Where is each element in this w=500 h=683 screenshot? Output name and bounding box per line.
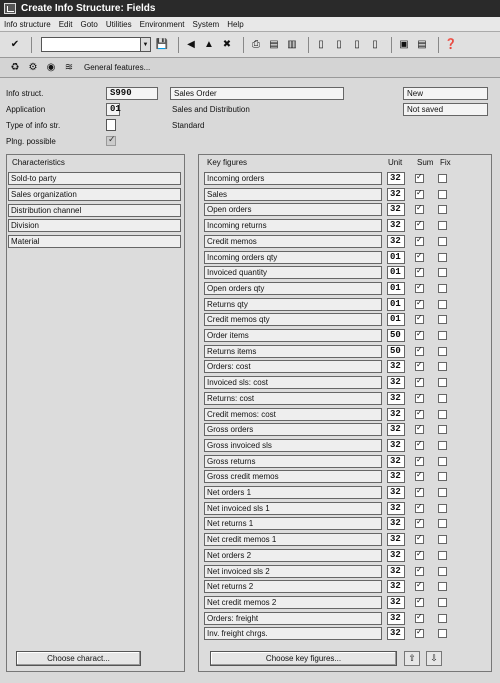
sum-checkbox[interactable]: [415, 611, 424, 623]
check-icon: ✓: [416, 533, 423, 543]
check-icon: ✓: [416, 627, 423, 637]
print-icon[interactable]: ⎙: [252, 39, 260, 50]
sum-checkbox[interactable]: [415, 174, 424, 183]
check-icon: ✓: [416, 595, 423, 605]
key-figure-name[interactable]: Net returns 1: [204, 517, 382, 530]
fix-checkbox[interactable]: [438, 331, 447, 340]
header-area: [0, 80, 500, 150]
unit-field[interactable]: 32: [387, 517, 405, 530]
fix-checkbox[interactable]: [438, 488, 447, 497]
activate-icon[interactable]: ◉: [46, 62, 56, 73]
title-bar: [0, 0, 500, 17]
unit-field[interactable]: 32: [387, 235, 405, 248]
unit-field[interactable]: 32: [387, 533, 405, 546]
check-icon[interactable]: ✔: [10, 39, 20, 50]
sum-checkbox[interactable]: [415, 268, 424, 277]
unit-field[interactable]: 32: [387, 439, 405, 452]
type-description: Standard: [172, 121, 205, 130]
unit-field[interactable]: 32: [387, 219, 405, 232]
info-struct-description[interactable]: Sales Order: [170, 87, 344, 100]
sum-checkbox[interactable]: [415, 407, 424, 419]
application-toolbar: [0, 58, 500, 78]
exit-icon[interactable]: ▲: [204, 39, 214, 50]
fix-checkbox[interactable]: [438, 253, 447, 262]
save-icon[interactable]: 💾: [155, 39, 169, 50]
unit-field[interactable]: 32: [387, 565, 405, 578]
key-figure-name[interactable]: Open orders: [204, 203, 382, 216]
sum-checkbox[interactable]: [415, 629, 424, 638]
fix-checkbox[interactable]: [438, 582, 447, 591]
menu-system[interactable]: System: [192, 19, 220, 29]
key-figure-name[interactable]: Gross orders: [204, 423, 382, 436]
fix-checkbox[interactable]: [438, 362, 447, 371]
fix-checkbox[interactable]: [438, 174, 447, 183]
key-figure-name[interactable]: Returns items: [204, 345, 382, 358]
check-icon: ✓: [416, 329, 423, 338]
unit-field[interactable]: 32: [387, 376, 405, 389]
fix-checkbox[interactable]: [438, 394, 447, 403]
fix-checkbox[interactable]: [438, 315, 447, 324]
chevron-down-icon[interactable]: ▼: [140, 38, 150, 51]
fix-checkbox[interactable]: [438, 629, 447, 638]
toolbar-divider: [31, 37, 32, 53]
planning-checkbox: [106, 136, 116, 146]
unit-field[interactable]: 01: [387, 266, 405, 279]
unit-field[interactable]: 32: [387, 627, 405, 640]
check-icon: ✓: [416, 580, 423, 590]
sum-checkbox[interactable]: [415, 281, 424, 293]
status-not-saved: Not saved: [403, 103, 488, 116]
toolbar-divider: [438, 37, 439, 53]
sum-checkbox[interactable]: [415, 315, 424, 324]
unit-field[interactable]: 32: [387, 188, 405, 201]
sum-checkbox[interactable]: [415, 488, 424, 497]
first-page-icon[interactable]: ▯: [318, 39, 324, 50]
menu-environment[interactable]: Environment: [139, 19, 185, 29]
sum-checkbox[interactable]: [415, 344, 424, 356]
back-icon[interactable]: ◀: [187, 39, 195, 50]
check-icon: ✓: [416, 187, 423, 197]
unit-field[interactable]: 32: [387, 470, 405, 483]
menu-bar: [0, 17, 500, 32]
new-session-icon[interactable]: ▣: [399, 39, 409, 50]
fix-checkbox[interactable]: [438, 190, 447, 199]
unit-field[interactable]: 32: [387, 596, 405, 609]
sum-checkbox[interactable]: [415, 454, 424, 466]
choose-characteristics-button[interactable]: Choose charact...: [16, 651, 141, 666]
key-figure-name[interactable]: Net orders 1: [204, 486, 382, 499]
check-icon: ✓: [416, 517, 423, 527]
help-icon[interactable]: ❓: [444, 39, 458, 50]
check-icon: ✓: [416, 281, 423, 291]
check-icon: ✓: [416, 172, 423, 181]
window-icon: [4, 3, 16, 14]
key-figure-name[interactable]: Incoming orders: [204, 172, 382, 185]
sum-checkbox[interactable]: [415, 548, 424, 560]
unit-field[interactable]: 01: [387, 282, 405, 295]
sum-checkbox[interactable]: [415, 425, 424, 434]
characteristic-row[interactable]: Material: [8, 235, 181, 248]
unit-field[interactable]: 32: [387, 486, 405, 499]
sum-checkbox[interactable]: [415, 472, 424, 481]
menu-goto[interactable]: Goto: [80, 19, 98, 29]
unit-field[interactable]: 32: [387, 408, 405, 421]
check-icon: ✓: [416, 313, 423, 323]
characteristic-row[interactable]: Distribution channel: [8, 204, 181, 217]
unit-field[interactable]: 50: [387, 329, 405, 342]
type-field[interactable]: [106, 119, 116, 131]
check-icon: ✓: [416, 360, 423, 370]
fix-checkbox[interactable]: [438, 347, 447, 356]
unit-field[interactable]: 32: [387, 392, 405, 405]
sum-checkbox[interactable]: [415, 391, 424, 403]
unit-field[interactable]: 01: [387, 298, 405, 311]
toolbar-divider: [178, 37, 179, 53]
unit-field[interactable]: 32: [387, 502, 405, 515]
sum-checkbox[interactable]: [415, 595, 424, 607]
unit-field[interactable]: 32: [387, 360, 405, 373]
sum-checkbox[interactable]: [415, 221, 424, 230]
fix-checkbox[interactable]: [438, 221, 447, 230]
unit-field[interactable]: 32: [387, 455, 405, 468]
other-object-icon[interactable]: ⚙: [28, 62, 38, 73]
fix-checkbox[interactable]: [438, 504, 447, 513]
check-icon: ✓: [416, 470, 423, 480]
unit-field[interactable]: 32: [387, 612, 405, 625]
application-description: Sales and Distribution: [172, 105, 250, 114]
fix-checkbox[interactable]: [438, 410, 447, 419]
check-icon: ✓: [416, 564, 423, 574]
key-figure-name[interactable]: Gross credit memos: [204, 470, 382, 483]
check-icon: ✓: [416, 407, 423, 417]
sum-checkbox[interactable]: [415, 501, 424, 513]
next-page-icon[interactable]: ▯: [354, 39, 360, 50]
unit-field[interactable]: 01: [387, 251, 405, 264]
key-figure-name[interactable]: Returns: cost: [204, 392, 382, 405]
key-figure-name[interactable]: Orders: freight: [204, 612, 382, 625]
sum-checkbox[interactable]: [415, 205, 424, 214]
fix-checkbox[interactable]: [438, 614, 447, 623]
check-icon: ✓: [416, 203, 423, 213]
key-figure-name[interactable]: Inv. freight chrgs.: [204, 627, 382, 640]
check-icon: ✓: [416, 344, 423, 354]
window-title: Create Info Structure: Fields: [21, 3, 156, 14]
characteristics-header: Characteristics: [12, 158, 65, 167]
fix-checkbox[interactable]: [438, 284, 447, 293]
last-page-icon[interactable]: ▯: [372, 39, 378, 50]
key-figure-name[interactable]: Invoiced sls: cost: [204, 376, 382, 389]
key-figure-name[interactable]: Invoiced quantity: [204, 266, 382, 279]
check-icon: ✓: [416, 234, 423, 244]
check-icon: ✓: [416, 423, 423, 433]
key-figure-name[interactable]: Net credit memos 2: [204, 596, 382, 609]
key-figure-name[interactable]: Net credit memos 1: [204, 533, 382, 546]
page-up-icon[interactable]: ⇧: [404, 651, 420, 666]
unit-field[interactable]: 01: [387, 313, 405, 326]
key-figures-header: Key figures: [207, 158, 248, 167]
key-figure-name[interactable]: Net returns 2: [204, 580, 382, 593]
sum-checkbox[interactable]: [415, 331, 424, 340]
application-label: Application: [6, 105, 46, 114]
choose-key-figures-button[interactable]: Choose key figures...: [210, 651, 397, 666]
general-features-icon[interactable]: ≋: [64, 62, 74, 73]
sum-checkbox[interactable]: [415, 438, 424, 450]
check-icon: ✓: [416, 250, 423, 260]
key-figure-name[interactable]: Order items: [204, 329, 382, 342]
check-icon: ✓: [416, 501, 423, 511]
menu-help[interactable]: Help: [227, 19, 244, 29]
sum-checkbox[interactable]: [415, 234, 424, 246]
unit-field[interactable]: 32: [387, 580, 405, 593]
menu-edit[interactable]: Edit: [58, 19, 73, 29]
key-figure-name[interactable]: Credit memos: cost: [204, 408, 382, 421]
characteristic-row[interactable]: Division: [8, 219, 181, 232]
check-icon: ✓: [416, 266, 423, 276]
toolbar-divider: [243, 37, 244, 53]
fix-checkbox[interactable]: [438, 441, 447, 450]
check-icon: ✓: [416, 548, 423, 558]
fix-checkbox[interactable]: [438, 598, 447, 607]
key-figure-name[interactable]: Credit memos: [204, 235, 382, 248]
check-icon: ✓: [416, 376, 423, 386]
fix-checkbox[interactable]: [438, 268, 447, 277]
key-figure-name[interactable]: Open orders qty: [204, 282, 382, 295]
toolbar-divider: [391, 37, 392, 53]
unit-field[interactable]: 32: [387, 203, 405, 216]
fix-checkbox[interactable]: [438, 300, 447, 309]
sum-checkbox[interactable]: [415, 582, 424, 591]
sum-checkbox[interactable]: [415, 378, 424, 387]
check-icon: ✓: [416, 611, 423, 621]
fix-checkbox[interactable]: [438, 425, 447, 434]
general-features-button[interactable]: General features...: [84, 63, 151, 72]
key-figure-name[interactable]: Net invoiced sls 2: [204, 565, 382, 578]
sum-checkbox[interactable]: [415, 297, 424, 309]
find-next-icon[interactable]: ▥: [287, 39, 297, 50]
command-field[interactable]: [41, 37, 151, 52]
menu-info-structure[interactable]: Info structure: [4, 19, 51, 29]
key-figure-name[interactable]: Gross invoiced sls: [204, 439, 382, 452]
key-figure-name[interactable]: Net invoiced sls 1: [204, 502, 382, 515]
fix-checkbox[interactable]: [438, 551, 447, 560]
fix-column-header: Fix: [440, 158, 451, 167]
toolbar-divider: [308, 37, 309, 53]
fix-checkbox[interactable]: [438, 205, 447, 214]
fix-checkbox[interactable]: [438, 457, 447, 466]
prev-page-icon[interactable]: ▯: [336, 39, 342, 50]
key-figure-name[interactable]: Returns qty: [204, 298, 382, 311]
status-new: New: [403, 87, 488, 100]
key-figure-name[interactable]: Net orders 2: [204, 549, 382, 562]
type-label: Type of info str.: [6, 121, 61, 130]
standard-toolbar: [0, 32, 500, 58]
check-icon: ✓: [416, 438, 423, 448]
key-figure-name[interactable]: Gross returns: [204, 455, 382, 468]
sum-column-header: Sum: [417, 158, 434, 167]
unit-column-header: Unit: [388, 158, 403, 167]
characteristic-row[interactable]: Sales organization: [8, 188, 181, 201]
sum-checkbox[interactable]: [415, 250, 424, 262]
check-icon: ✓: [416, 454, 423, 464]
check-icon: ✓: [416, 391, 423, 401]
planning-label: Plng. possible: [6, 137, 56, 146]
key-figure-name[interactable]: Credit memos qty: [204, 313, 382, 326]
check-icon: ✓: [416, 486, 423, 495]
fix-checkbox[interactable]: [438, 535, 447, 544]
cancel-icon[interactable]: ✖: [222, 39, 232, 50]
menu-utilities[interactable]: Utilities: [105, 19, 132, 29]
fix-checkbox[interactable]: [438, 472, 447, 481]
unit-field[interactable]: 32: [387, 423, 405, 436]
shortcut-icon[interactable]: ▤: [417, 39, 427, 50]
key-figure-name[interactable]: Sales: [204, 188, 382, 201]
key-figure-name[interactable]: Orders: cost: [204, 360, 382, 373]
sum-checkbox[interactable]: [415, 564, 424, 576]
sum-checkbox[interactable]: [415, 535, 424, 544]
key-figure-name[interactable]: Incoming orders qty: [204, 251, 382, 264]
fix-checkbox[interactable]: [438, 378, 447, 387]
info-struct-label: Info struct.: [6, 89, 44, 98]
unit-field[interactable]: 32: [387, 549, 405, 562]
check-icon: ✓: [108, 134, 116, 144]
display-change-icon[interactable]: ♻: [10, 62, 20, 73]
check-icon: ✓: [416, 219, 423, 229]
fix-checkbox[interactable]: [438, 567, 447, 576]
sum-checkbox[interactable]: [415, 187, 424, 199]
fix-checkbox[interactable]: [438, 237, 447, 246]
characteristic-row[interactable]: Sold-to party: [8, 172, 181, 185]
application-field[interactable]: 01: [106, 103, 120, 116]
sum-checkbox[interactable]: [415, 519, 424, 528]
find-icon[interactable]: ▤: [269, 39, 279, 50]
unit-field[interactable]: 32: [387, 172, 405, 185]
fix-checkbox[interactable]: [438, 519, 447, 528]
unit-field[interactable]: 50: [387, 345, 405, 358]
check-icon: ✓: [416, 297, 423, 307]
page-down-icon[interactable]: ⇩: [426, 651, 442, 666]
sum-checkbox[interactable]: [415, 362, 424, 371]
key-figure-name[interactable]: Incoming returns: [204, 219, 382, 232]
info-struct-field[interactable]: S990: [106, 87, 158, 100]
